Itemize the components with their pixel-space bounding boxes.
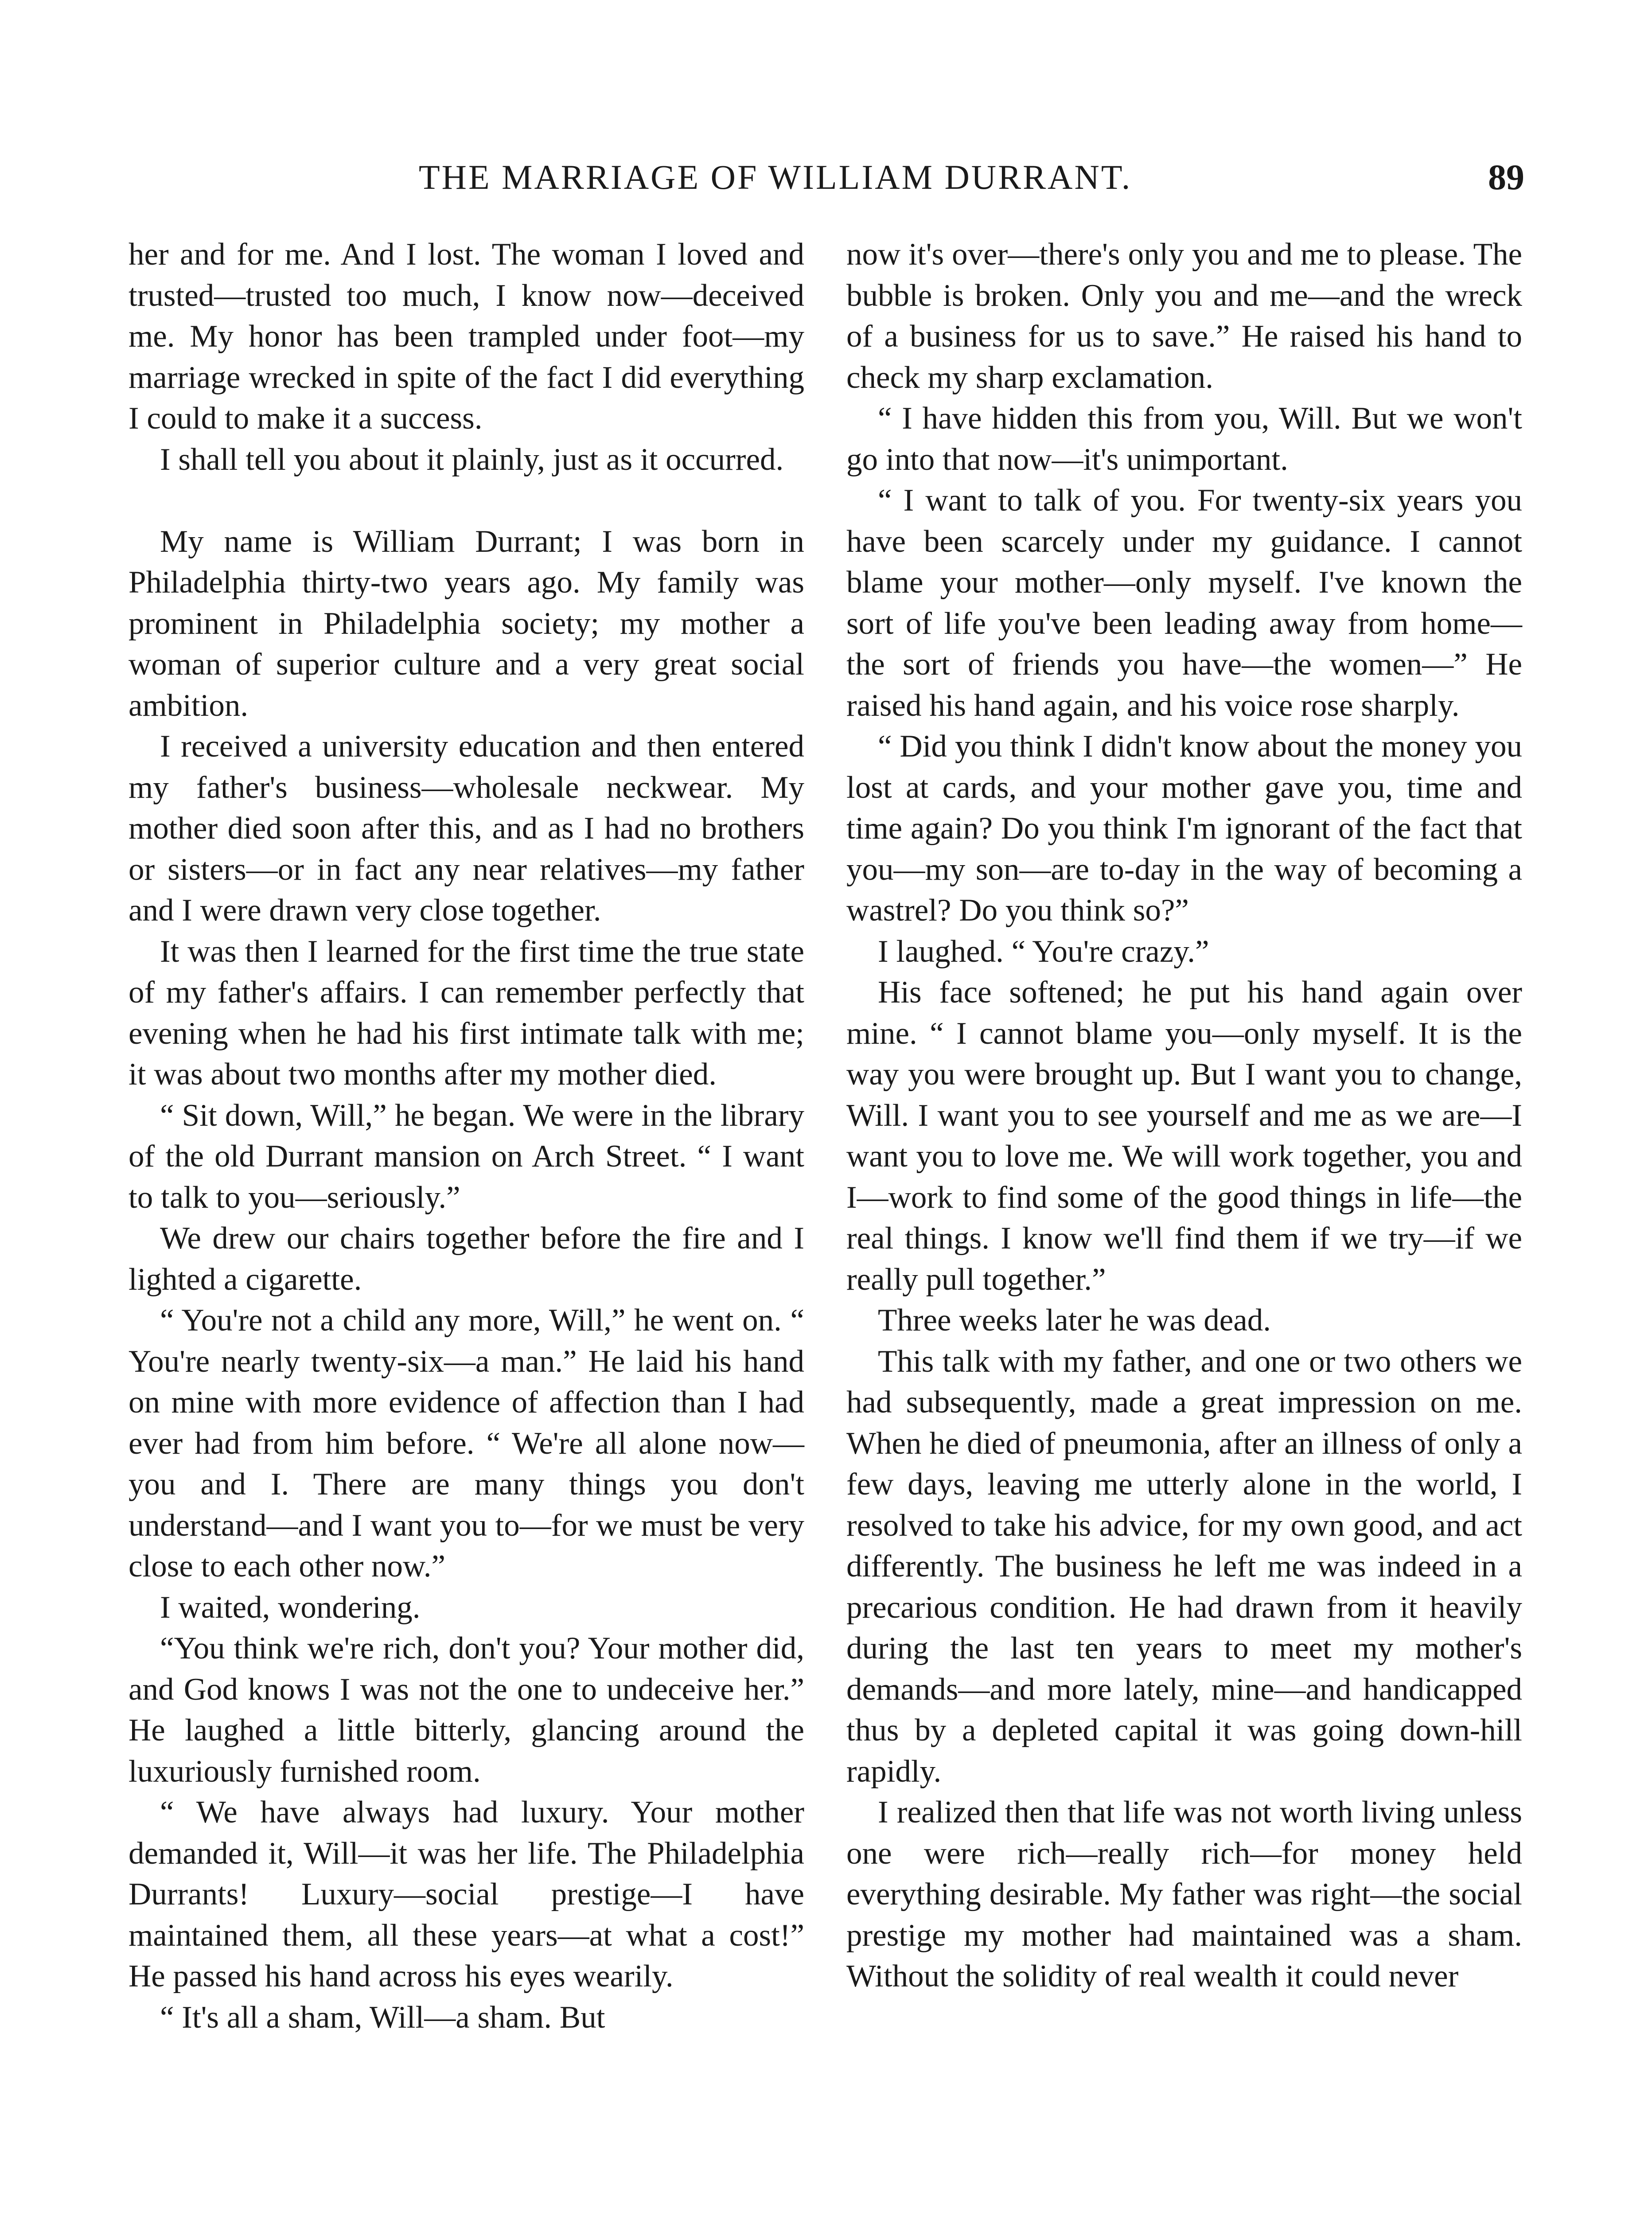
paragraph: Three weeks later he was dead.: [878, 1303, 1271, 1338]
left-column: [129, 234, 804, 2038]
paragraph: His face softened; he put his hand again over mine. “ I cannot blame you—only myself. It is the way you were brought up. But I want you to change, Will. I want you to see yourself and me as we are—I want you to love me. We will work together, you and I—work to find some of the good things in life—the real things. I know we'll find them if we try—if we really pull together.”: [846, 975, 1522, 1297]
paragraph: “ You're not a child any more, Will,” he went on. “ You're nearly twenty-six—a man.” He laid his hand on mine with more evidence of affection than I had ever had from him before. “ We're all alone now—you and I. There are many things you don't understand—and I want you to—for we must be very close to each other now.”: [129, 1303, 804, 1584]
paragraph: This talk with my father, and one or two others we had subsequently, made a great impression on me. When he died of pneumonia, after an illness of only a few days, leaving me utterly alone in the world, I resolved to take his advice, for my own good, and act differently. The business he left me was indeed in a precarious condition. He had drawn from it heavily during the last ten years to meet my mother's demands—and more lately, mine—and handicapped thus by a depleted capital it was going down-hill rapidly.: [846, 1344, 1522, 1789]
page-number: 89: [1488, 157, 1524, 197]
paragraph: It was then I learned for the first time the true state of my father's affairs. I can remember perfectly that evening when he had his first intimate talk with me; it was about two months after my mother died.: [129, 934, 804, 1092]
paragraph: “ I have hidden this from you, Will. But we won't go into that now—it's unimportant.: [846, 401, 1522, 477]
running-title: THE MARRIAGE OF WILLIAM DURRANT.: [419, 158, 1132, 196]
paragraph: I laughed. “ You're crazy.”: [878, 934, 1209, 969]
paragraph: We drew our chairs together before the fire and I lighted a cigarette.: [129, 1221, 804, 1297]
paragraph: I realized then that life was not worth living unless one were rich—really rich—for money held everything desirable. My father was right—the social prestige my mother had maintained was a sham. Without the solidity of real wealth it could never: [846, 1795, 1522, 1994]
running-header: [129, 151, 1524, 204]
paragraph: “You think we're rich, don't you? Your mother did, and God knows I was not the one to undeceive her.” He laughed a little bitterly, glancing around the luxuriously furnished room.: [129, 1631, 804, 1789]
right-column: [846, 234, 1522, 1997]
paragraph: her and for me. And I lost. The woman I loved and trusted—trusted too much, I know now—deceived me. My honor has been trampled under foot—my marriage wrecked in spite of the fact I did everything I could to make it a success.: [129, 237, 804, 436]
paragraph: “ I want to talk of you. For twenty-six years you have been scarcely under my guidance. I cannot blame your mother—only myself. I've known the sort of life you've been leading away from home—the sort of friends you have—the women—” He raised his hand again, and his voice rose sharply.: [846, 483, 1522, 723]
paragraph: I received a university education and then entered my father's business—wholesale neckwear. My mother died soon after this, and as I had no brothers or sisters—or in fact any near relatives—my father and I were drawn very close together.: [129, 729, 804, 928]
paragraph: I shall tell you about it plainly, just as it occurred.: [160, 442, 784, 477]
paragraph: “ We have always had luxury. Your mother demanded it, Will—it was her life. The Philadelphia Durrants! Luxury—social prestige—I have maintained them, all these years—at what a cost!” He passed his hand across his eyes wearily.: [129, 1795, 804, 1994]
paragraph: “ It's all a sham, Will—a sham. But: [160, 2000, 605, 2035]
paragraph: “ Sit down, Will,” he began. We were in the library of the old Durrant mansion on Arch Street. “ I want to talk to you—seriously.”: [129, 1098, 804, 1215]
paragraph: now it's over—there's only you and me to please. The bubble is broken. Only you and me—and the wreck of a business for us to save.” He raised his hand to check my sharp exclamation.: [846, 237, 1522, 395]
paragraph: I waited, wondering.: [160, 1590, 421, 1625]
paragraph: “ Did you think I didn't know about the money you lost at cards, and your mother gave you, time and time again? Do you think I'm ignorant of the fact that you—my son—are to-day in the way of becoming a wastrel? Do you think so?”: [846, 729, 1522, 928]
paragraph: My name is William Durrant; I was born in Philadelphia thirty-two years ago. My family was prominent in Philadelphia society; my mother a woman of superior culture and a very great social ambition.: [129, 524, 804, 723]
